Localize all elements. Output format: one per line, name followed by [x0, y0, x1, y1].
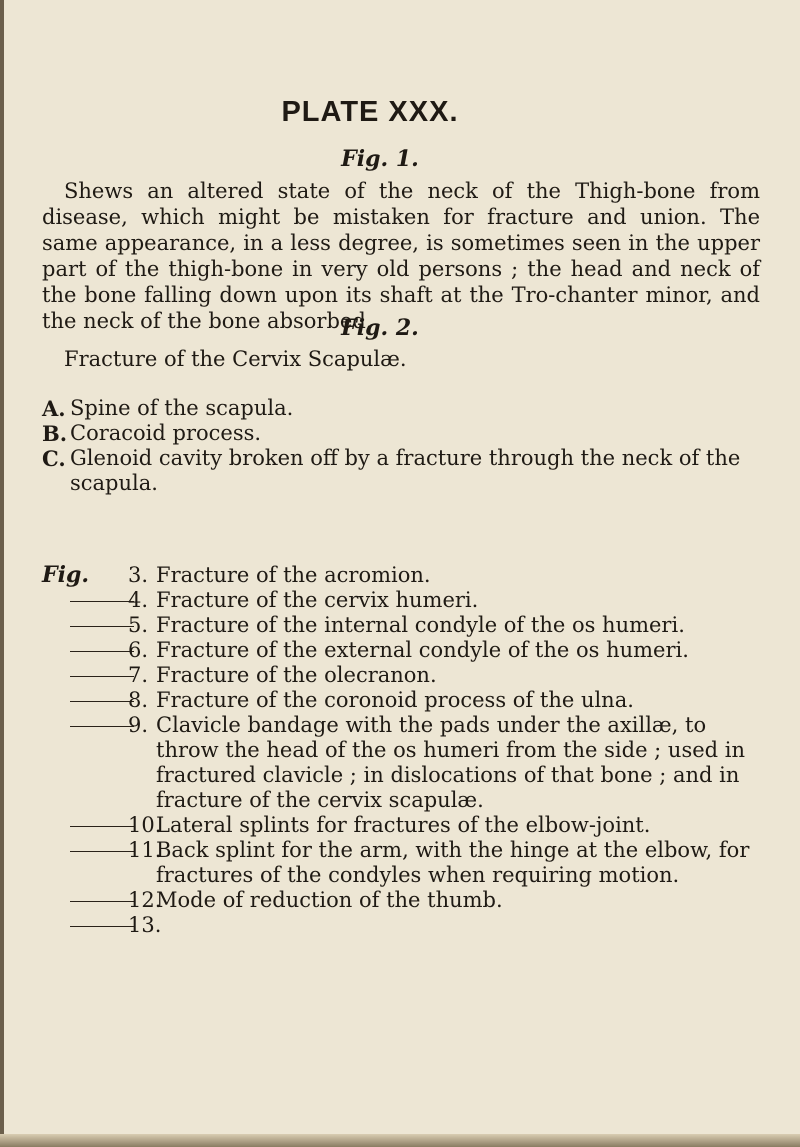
figure-number: 8.: [128, 688, 149, 712]
figure-item: [42, 713, 762, 813]
figure-number: 11.: [128, 838, 162, 862]
figure-item: [42, 663, 762, 688]
figure-number: 5.: [128, 613, 149, 637]
figure-text: Fracture of the coronoid process of the ulna.: [156, 688, 634, 712]
figure-text: Fracture of the internal condyle of the os humeri.: [156, 613, 685, 637]
legend-letter: B.: [42, 421, 68, 446]
ditto-dash: [70, 901, 134, 902]
figure-text: Back splint for the arm, with the hinge at the elbow, for fractures of the condyles when requiring motion.: [156, 838, 750, 887]
figure-item: [42, 613, 762, 638]
figure-item: [42, 813, 762, 838]
figure-item: [42, 563, 762, 588]
legend-item: [42, 396, 762, 421]
fig2-legend: [42, 396, 762, 496]
figure-item: [42, 888, 762, 913]
ditto-dash: [70, 701, 134, 702]
figure-item: [42, 838, 762, 888]
figure-item: [42, 588, 762, 613]
fig-word: Fig.: [42, 562, 90, 588]
ditto-dash: [70, 676, 134, 677]
figure-number: 10.: [128, 813, 162, 837]
legend-text: Coracoid process.: [70, 421, 262, 445]
legend-text: Glenoid cavity broken off by a fracture through the neck of the scapula.: [70, 446, 741, 495]
ditto-dash: [70, 926, 134, 927]
legend-letter: C.: [42, 446, 66, 471]
figure-number: 3.: [128, 563, 149, 587]
fig1-heading: Fig. 1.: [341, 146, 419, 172]
legend-item: [42, 446, 762, 496]
ditto-dash: [70, 626, 134, 627]
figure-number: 4.: [128, 588, 149, 612]
figure-text: Fracture of the external condyle of the os humeri.: [156, 638, 689, 662]
figure-text: Fracture of the acromion.: [156, 563, 431, 587]
ditto-dash: [70, 601, 134, 602]
figure-text: Fracture of the olecranon.: [156, 663, 437, 687]
fig2-heading: Fig. 2.: [341, 315, 419, 341]
figure-number: 9.: [128, 713, 149, 737]
ditto-dash: [70, 826, 134, 827]
ditto-dash: [70, 726, 134, 727]
figure-text: Lateral splints for fractures of the elbow-joint.: [156, 813, 651, 837]
ditto-dash: [70, 651, 134, 652]
figure-number: 13.: [128, 913, 162, 937]
figure-text: Mode of reduction of the thumb.: [156, 888, 503, 912]
page-bottom-edge: [0, 1134, 800, 1147]
legend-letter: A.: [42, 396, 66, 421]
figure-number: 12.: [128, 888, 162, 912]
legend-item: [42, 421, 762, 446]
figure-number: 7.: [128, 663, 149, 687]
figure-number: 6.: [128, 638, 149, 662]
fig2-intro: [42, 346, 760, 372]
ditto-dash: [70, 851, 134, 852]
legend-text: Spine of the scapula.: [70, 396, 294, 420]
figure-item: [42, 638, 762, 663]
figure-list: [42, 562, 762, 937]
plate-title: PLATE XXX.: [281, 96, 459, 128]
fig1-text: Shews an altered state of the neck of the Thigh-bone from disease, which might be mistaken for fracture and union. The same appearance, in a less degree, is sometimes seen in the upper part of the thigh-bone in very old persons ; the head and neck of the bone falling down upon its shaft at the Tro-chanter minor, and the neck of the bone absorbed.: [42, 179, 760, 333]
figure-text: Clavicle bandage with the pads under the axillæ, to throw the head of the os humeri from the side ; used in fractured clavicle ; in dislocations of that bone ; and in fracture of the cervix scapulæ.: [156, 713, 746, 812]
fig2-intro-text: Fracture of the Cervix Scapulæ.: [64, 347, 407, 371]
figure-text: Fracture of the cervix humeri.: [156, 588, 479, 612]
figure-item: [42, 688, 762, 713]
fig1-description: [42, 178, 760, 334]
page-left-edge: [0, 0, 4, 1147]
